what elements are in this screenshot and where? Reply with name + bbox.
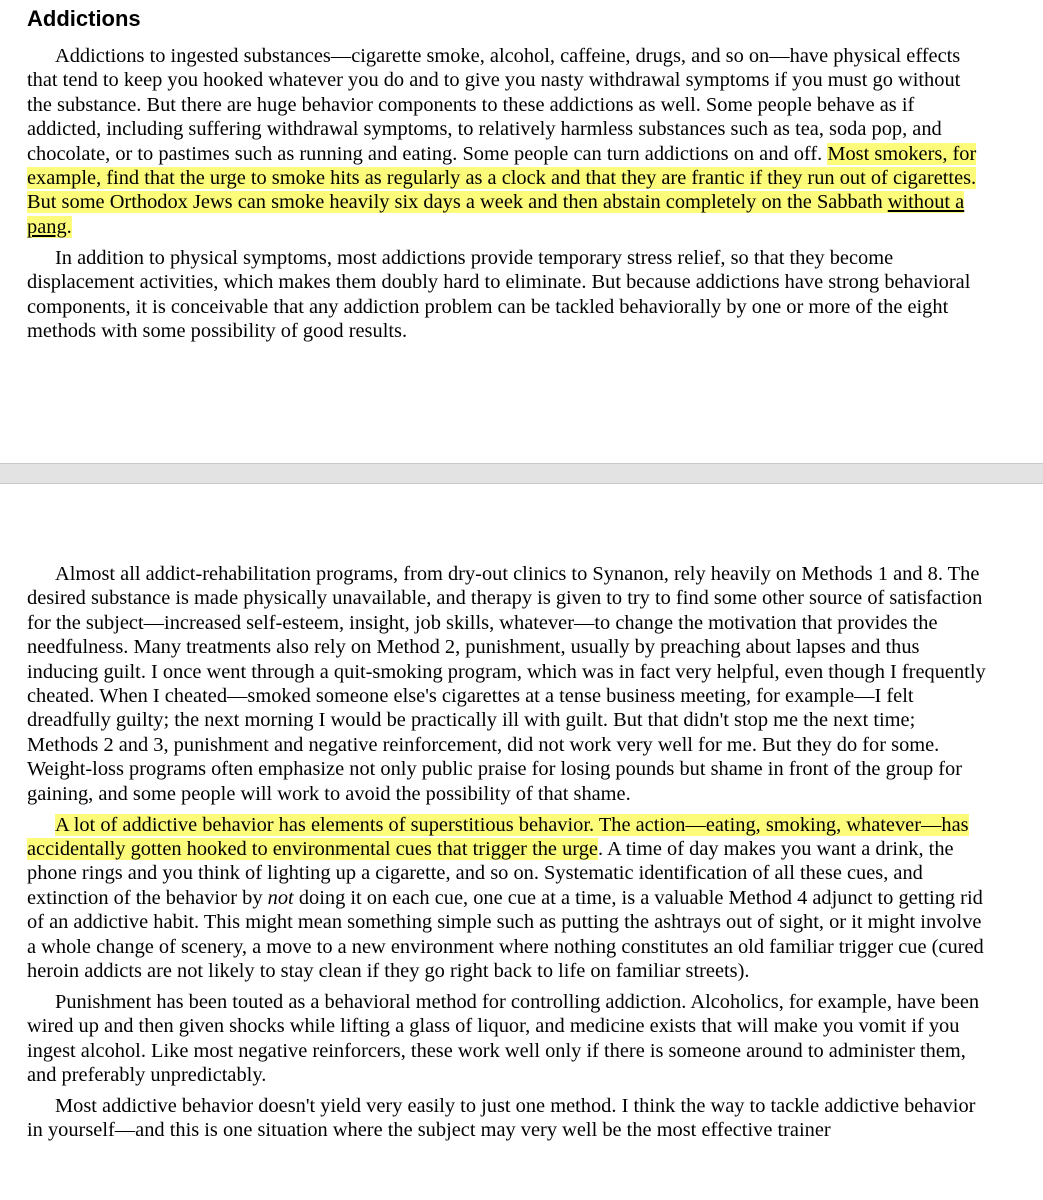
paragraph-4-text-a: . A time of day makes you want a drink, the phone rings and you think of lighting up a cigarette, and so on. Systematic identification of all these cues, and extinction of the behavior by [27, 837, 954, 909]
paragraph-3: Almost all addict-rehabilitation programs, from dry-out clinics to Synanon, rely heavily on Methods 1 and 8. The desired substance is made physically unavailable, and therapy is given to try to find some other source of satisfaction for the subject—increased self-esteem, insight, job skills, whatever—to change the motivation that provides the needfulness. Many treatments also rely on Method 2, punishment, usually by preaching about lapses and thus inducing guilt. I once went through a quit-smoking program, which was in fact very helpful, even though I frequently cheated. When I cheated—smoked someone else's cigarettes at a tense business meeting, for example—I felt dreadfully guilty; the next morning I would be practically ill with guilt. But that didn't stop me the next time; Methods 2 and 3, punishment and negative reinforcement, did not work very well for me. But they do for some. Weight-loss programs often emphasize not only public praise for losing pounds but shame in front of the group for gaining, and some people will work to avoid the possibility of that shame. [27, 563, 986, 805]
paragraph-4-text-b: doing it on each cue, one cue at a time, is a valuable Method 4 adjunct to getting rid of an addictive habit. This might mean something simple such as putting the ashtrays out of sight, or it might involve a whole change of scenery, a move to a new environment where nothing constitutes an old familiar trigger cue (cured heroin addicts are not likely to stay clean if they go right back to life on familiar streets). [27, 886, 984, 982]
document-page-top [0, 0, 1043, 463]
paragraph-5: Punishment has been touted as a behavioral method for controlling addiction. Alcoholics, for example, have been wired up and then given shocks while lifting a glass of liquor, and medicine exists that will make you vomit if you ingest alcohol. Like most negative reinforcers, these work well only if there is someone around to administer them, and preferably unpredictably. [27, 990, 980, 1087]
paragraph-2: In addition to physical symptoms, most addictions provide temporary stress relief, so that they become displacement activities, which makes them doubly hard to eliminate. But because addictions have strong behavioral components, it is conceivable that any addiction problem can be tackled behaviorally by one or more of the eight methods with some possibility of good results. [27, 246, 971, 342]
paragraph-4-emphasis: not [267, 886, 294, 909]
highlight-1-period: . [66, 215, 72, 238]
paragraph-4 [27, 813, 989, 984]
highlight-annotation-2[interactable]: A lot of addictive behavior has elements of superstitious behavior. The action—eating, smoking, whatever—has accidentally gotten hooked to environmental cues that trigger the urge [27, 813, 969, 860]
highlight-1-underlined-text: without a pang [27, 191, 965, 238]
paragraph-6: Most addictive behavior doesn't yield very easily to just one method. I think the way to tackle addictive behavior in yourself—and this is one situation where the subject may very well be the most effective trainer [27, 1095, 976, 1142]
highlight-1-text: Most smokers, for example, find that the urge to smoke hits as regularly as a clock and that they are frantic if they run out of cigarettes. But some Orthodox Jews can smoke heavily six days a week and then abstain completely on the Sabbath [27, 142, 977, 214]
paragraph-1 [27, 44, 989, 239]
section-heading: Addictions [27, 6, 141, 31]
paragraph-1-text: Addictions to ingested substances—cigarette smoke, alcohol, caffeine, drugs, and so on—have physical effects that tend to keep you hooked whatever you do and to give you nasty withdrawal symptoms if you must go without the substance. But there are huge behavior components to these addictions as well. Some people behave as if addicted, including suffering withdrawal symptoms, to relatively harmless substances such as tea, soda pop, and chocolate, or to pastimes such as running and eating. Some people can turn addictions on and off. [27, 45, 961, 165]
page-top-text [27, 44, 989, 350]
page-separator [0, 463, 1043, 484]
page-bottom-text [27, 562, 989, 1149]
